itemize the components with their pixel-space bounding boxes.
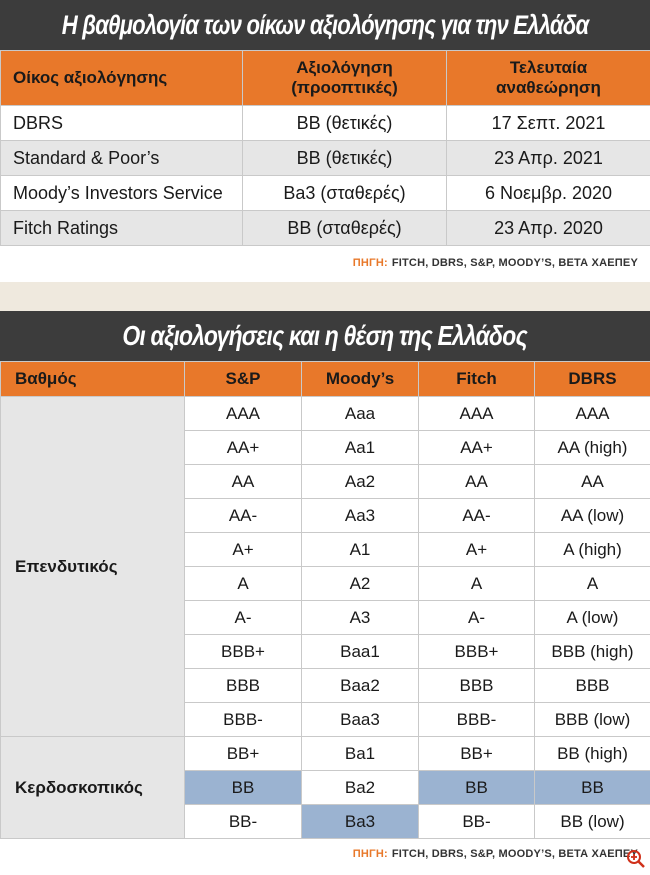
dbrs-rating: BBB (low) [535,703,650,737]
agency-name: Standard & Poor’s [1,141,243,176]
header-sp: S&P [185,362,302,397]
dbrs-rating: BB (low) [535,805,650,839]
dbrs-rating: BB (high) [535,737,650,771]
moodys-rating: Ba2 [302,771,419,805]
fitch-rating: BBB- [419,703,535,737]
moodys-rating: Aa1 [302,431,419,465]
header-dbrs: DBRS [535,362,650,397]
ratings-panel [0,0,650,282]
table-row [1,176,650,211]
source-text: FITCH, DBRS, S&P, MOODY’S, ΒΕΤΑ ΧΑΕΠΕΥ [391,257,638,269]
fitch-rating: A [419,567,535,601]
revision-date: 6 Νοεμβρ. 2020 [447,176,650,211]
dbrs-rating: A (low) [535,601,650,635]
dbrs-rating: A [535,567,650,601]
agency-name: Fitch Ratings [1,211,243,246]
header-grade: Βαθμός [1,362,185,397]
fitch-rating: BBB+ [419,635,535,669]
moodys-rating: Aaa [302,397,419,431]
source-note [0,839,650,869]
agency-name: DBRS [1,106,243,141]
moodys-rating: Baa2 [302,669,419,703]
sp-rating: BBB+ [185,635,302,669]
sp-rating: AAA [185,397,302,431]
header-moodys: Moody’s [302,362,419,397]
fitch-rating: AA- [419,499,535,533]
fitch-rating: BB+ [419,737,535,771]
fitch-rating: AA [419,465,535,499]
fitch-rating: AA+ [419,431,535,465]
sp-rating: BB+ [185,737,302,771]
sp-rating: BB- [185,805,302,839]
moodys-rating: Baa3 [302,703,419,737]
agency-name: Moody’s Investors Service [1,176,243,211]
zoom-in-icon[interactable] [626,849,646,869]
sp-rating: BBB- [185,703,302,737]
moodys-rating: A3 [302,601,419,635]
revision-date: 23 Απρ. 2020 [447,211,650,246]
dbrs-rating: BBB (high) [535,635,650,669]
moodys-rating: Baa1 [302,635,419,669]
table-row [1,211,650,246]
source-label: ΠΗΓΗ: [352,848,388,860]
moodys-rating: Aa3 [302,499,419,533]
header-rating: Αξιολόγηση (προοπτικές) [243,51,447,106]
header-agency: Οίκος αξιολόγησης [1,51,243,106]
table-row [1,106,650,141]
agency-rating: BB (θετικές) [243,106,447,141]
moodys-rating: A2 [302,567,419,601]
revision-date: 17 Σεπτ. 2021 [447,106,650,141]
table-row [1,737,650,771]
sp-rating: A+ [185,533,302,567]
moodys-rating: Ba1 [302,737,419,771]
table-row [1,141,650,176]
category-speculative: Κερδοσκοπικός [1,737,185,839]
moodys-rating: Ba3 [302,805,419,839]
source-label: ΠΗΓΗ: [352,257,388,269]
source-note [0,246,650,280]
sp-rating: AA [185,465,302,499]
agency-rating: BB (σταθερές) [243,211,447,246]
scale-panel [0,311,650,875]
fitch-rating: AAA [419,397,535,431]
revision-date: 23 Απρ. 2021 [447,141,650,176]
panel-title: Η βαθμολογία των οίκων αξιολόγησης για την Ελλάδα [0,0,650,50]
dbrs-rating: AA (high) [535,431,650,465]
sp-rating: AA- [185,499,302,533]
header-date: Τελευταία αναθεώρηση [447,51,650,106]
sp-rating: A [185,567,302,601]
fitch-rating: BBB [419,669,535,703]
agency-rating: Ba3 (σταθερές) [243,176,447,211]
moodys-rating: A1 [302,533,419,567]
source-text: FITCH, DBRS, S&P, MOODY’S, ΒΕΤΑ ΧΑΕΠΕΥ [391,848,638,860]
fitch-rating: A+ [419,533,535,567]
rating-scale-table [0,361,650,839]
agency-rating: BB (θετικές) [243,141,447,176]
header-fitch: Fitch [419,362,535,397]
sp-rating: BB [185,771,302,805]
dbrs-rating: AA [535,465,650,499]
category-investment: Επενδυτικός [1,397,185,737]
dbrs-rating: AAA [535,397,650,431]
sp-rating: BBB [185,669,302,703]
dbrs-rating: AA (low) [535,499,650,533]
dbrs-rating: A (high) [535,533,650,567]
moodys-rating: Aa2 [302,465,419,499]
fitch-rating: A- [419,601,535,635]
fitch-rating: BB- [419,805,535,839]
dbrs-rating: BBB [535,669,650,703]
sp-rating: AA+ [185,431,302,465]
agency-ratings-table [0,50,650,246]
fitch-rating: BB [419,771,535,805]
dbrs-rating: BB [535,771,650,805]
panel-title: Οι αξιολογήσεις και η θέση της Ελλάδος [0,311,650,361]
table-row [1,397,650,431]
sp-rating: A- [185,601,302,635]
